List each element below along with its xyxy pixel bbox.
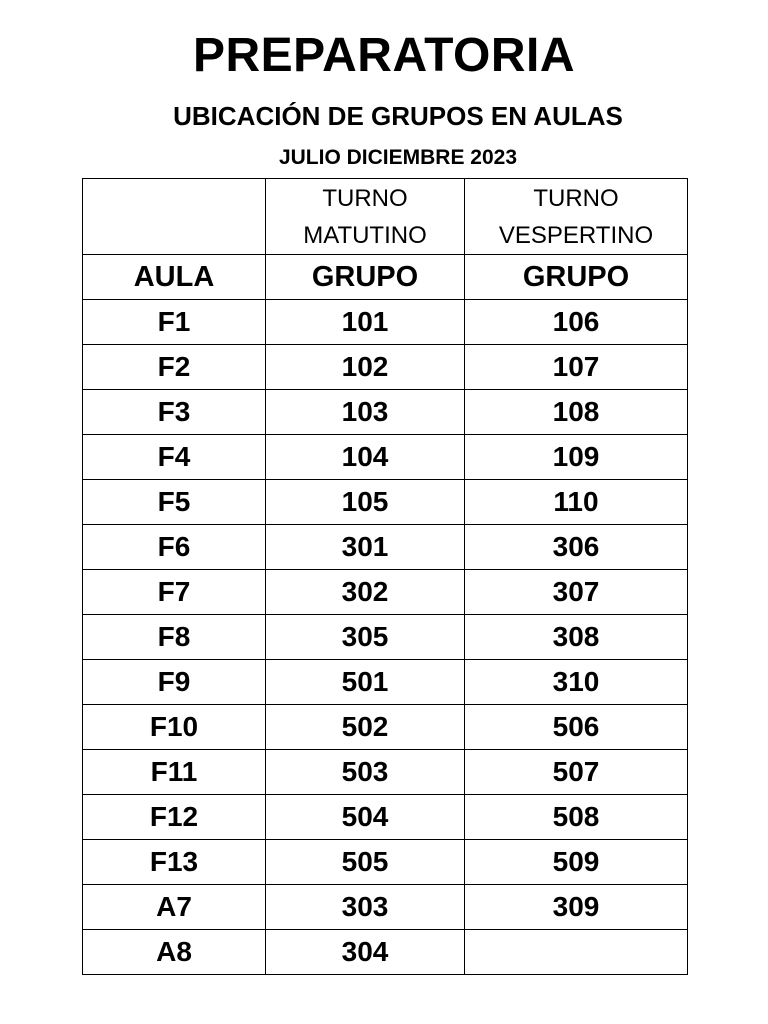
table-row (83, 795, 688, 840)
grupo-vespertino-cell: 109 (465, 435, 688, 480)
aula-cell: A7 (83, 885, 266, 930)
grupo-vespertino-column-header: GRUPO (465, 255, 688, 300)
classroom-assignment-table (82, 178, 688, 975)
column-header-row (83, 255, 688, 300)
aula-cell: F5 (83, 480, 266, 525)
grupo-matutino-cell: 102 (266, 345, 465, 390)
grupo-matutino-cell: 105 (266, 480, 465, 525)
aula-cell: A8 (83, 930, 266, 975)
grupo-vespertino-cell: 508 (465, 795, 688, 840)
grupo-vespertino-cell: 309 (465, 885, 688, 930)
turno-header-row (83, 179, 688, 255)
turno-vespertino-line1: TURNO (533, 184, 619, 212)
grupo-matutino-cell: 501 (266, 660, 465, 705)
grupo-vespertino-cell: 106 (465, 300, 688, 345)
table-row (83, 885, 688, 930)
grupo-vespertino-cell: 507 (465, 750, 688, 795)
grupo-matutino-cell: 305 (266, 615, 465, 660)
grupo-vespertino-cell: 310 (465, 660, 688, 705)
table-row (83, 750, 688, 795)
aula-cell: F11 (83, 750, 266, 795)
aula-cell: F7 (83, 570, 266, 615)
table-row (83, 705, 688, 750)
table-row (83, 345, 688, 390)
turno-matutino-line2: MATUTINO (303, 221, 427, 249)
grupo-vespertino-cell: 307 (465, 570, 688, 615)
table-row (83, 930, 688, 975)
aula-column-header: AULA (83, 255, 266, 300)
aula-cell: F2 (83, 345, 266, 390)
grupo-matutino-cell: 301 (266, 525, 465, 570)
grupo-matutino-cell: 103 (266, 390, 465, 435)
grupo-matutino-cell: 503 (266, 750, 465, 795)
aula-cell: F6 (83, 525, 266, 570)
aula-cell: F8 (83, 615, 266, 660)
aula-cell: F3 (83, 390, 266, 435)
table-row (83, 615, 688, 660)
turno-vespertino-header (465, 179, 688, 255)
grupo-vespertino-cell: 110 (465, 480, 688, 525)
aula-cell: F10 (83, 705, 266, 750)
aula-cell: F12 (83, 795, 266, 840)
grupo-matutino-cell: 302 (266, 570, 465, 615)
grupo-vespertino-cell: 506 (465, 705, 688, 750)
grupo-matutino-cell: 502 (266, 705, 465, 750)
turno-matutino-header (266, 179, 465, 255)
grupo-vespertino-cell: 509 (465, 840, 688, 885)
table-row (83, 390, 688, 435)
grupo-matutino-cell: 101 (266, 300, 465, 345)
aula-cell: F4 (83, 435, 266, 480)
grupo-matutino-cell: 104 (266, 435, 465, 480)
grupo-matutino-cell: 505 (266, 840, 465, 885)
turno-matutino-line1: TURNO (322, 184, 408, 212)
grupo-vespertino-cell: 308 (465, 615, 688, 660)
table-row (83, 525, 688, 570)
grupo-matutino-cell: 504 (266, 795, 465, 840)
page-title: PREPARATORIA (192, 29, 576, 82)
grupo-vespertino-cell: 306 (465, 525, 688, 570)
grupo-vespertino-cell (465, 930, 688, 975)
table-row (83, 660, 688, 705)
table-row (83, 300, 688, 345)
grupo-matutino-column-header: GRUPO (266, 255, 465, 300)
aula-cell: F1 (83, 300, 266, 345)
table-row (83, 570, 688, 615)
aula-cell: F13 (83, 840, 266, 885)
table-row (83, 840, 688, 885)
empty-corner-cell (83, 179, 266, 255)
grupo-vespertino-cell: 108 (465, 390, 688, 435)
page-subtitle: UBICACIÓN DE GRUPOS EN AULAS (173, 101, 623, 131)
period-label: JULIO DICIEMBRE 2023 (278, 146, 518, 169)
grupo-vespertino-cell: 107 (465, 345, 688, 390)
aula-cell: F9 (83, 660, 266, 705)
grupo-matutino-cell: 304 (266, 930, 465, 975)
table-row (83, 435, 688, 480)
turno-vespertino-line2: VESPERTINO (498, 221, 654, 249)
table-row (83, 480, 688, 525)
grupo-matutino-cell: 303 (266, 885, 465, 930)
